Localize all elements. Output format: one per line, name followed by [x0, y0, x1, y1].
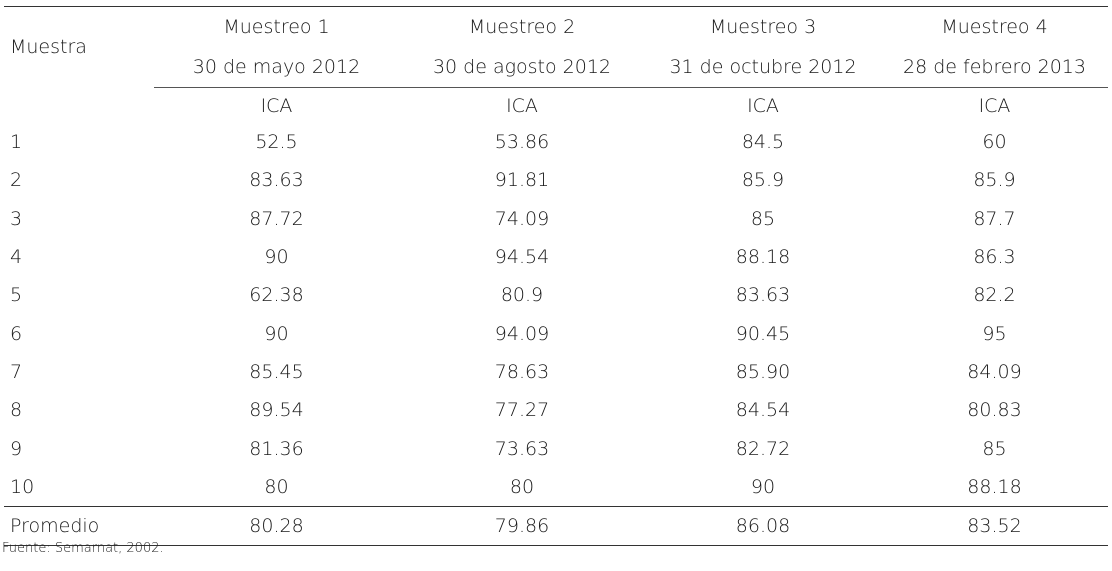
table-cell: 89.54: [249, 399, 304, 422]
table-cell: 84.54: [735, 399, 791, 422]
table-cell: 82.2: [973, 284, 1016, 307]
table-cell: 87.7: [973, 207, 1016, 230]
row-label: 10: [4, 468, 154, 507]
column-unit-3: ICA: [747, 94, 779, 117]
column-title-1: Muestreo 1: [154, 7, 399, 48]
table-row: [4, 161, 1108, 199]
ica-table: [4, 6, 1108, 546]
table-cell: 90: [264, 246, 289, 269]
average-cell: 86.08: [645, 506, 881, 545]
row-label: 9: [10, 437, 23, 460]
table-cell: 85: [982, 437, 1007, 460]
column-unit-2: ICA: [506, 94, 538, 117]
table-cell: 81.36: [249, 437, 304, 460]
table-cell: 82.72: [735, 437, 791, 460]
table-cell: 90: [645, 468, 881, 507]
table-cell: 84.5: [741, 131, 785, 154]
table-cell: 74.09: [494, 207, 550, 230]
table-cell: 84.09: [967, 360, 1022, 383]
table-cell: 80: [399, 468, 645, 507]
column-title-4: Muestreo 4: [881, 7, 1108, 48]
table-cell: 87.72: [249, 207, 304, 230]
table-cell: 88.18: [881, 468, 1108, 507]
column-date-1: 30 de mayo 2012: [154, 47, 399, 88]
table-row: [4, 429, 1108, 467]
row-label: 4: [10, 246, 23, 269]
unit-row-spacer: [4, 88, 154, 124]
table-cell: 90.45: [735, 322, 791, 345]
column-unit-1: ICA: [260, 94, 293, 117]
row-label: 3: [10, 207, 23, 230]
table-row: [4, 238, 1108, 276]
header-row-dates: [4, 47, 1108, 88]
table-row: [4, 468, 1108, 507]
header-row-titles: [4, 7, 1108, 48]
table-cell: 86.3: [973, 246, 1016, 269]
table-cell: 85.9: [973, 169, 1016, 192]
table-row: [4, 200, 1108, 238]
table-row: [4, 123, 1108, 161]
table-cell: 95: [982, 322, 1007, 345]
table-cell: 60: [982, 131, 1007, 154]
column-unit-4: ICA: [978, 94, 1011, 117]
table-cell: 90: [264, 322, 289, 345]
table-cell: 77.27: [494, 399, 550, 422]
table-cell: 80.83: [967, 399, 1022, 422]
table-cell: 91.81: [494, 169, 550, 192]
column-title-2: Muestreo 2: [399, 7, 645, 48]
table-cell: 83.63: [249, 169, 304, 192]
ica-table-container: [4, 6, 1108, 546]
table-cell: 62.38: [249, 284, 304, 307]
table-cell: 88.18: [735, 246, 791, 269]
table-cell: 94.09: [494, 322, 550, 345]
table-row: [4, 314, 1108, 352]
column-date-4: 28 de febrero 2013: [881, 47, 1108, 88]
column-title-3: Muestreo 3: [645, 7, 881, 48]
table-row: [4, 276, 1108, 314]
table-cell: 53.86: [494, 131, 550, 154]
table-cell: 80: [154, 468, 399, 507]
header-row-units: [4, 88, 1108, 124]
row-label: 8: [10, 399, 23, 422]
table-cell: 80.9: [500, 284, 544, 307]
table-cell: 78.63: [494, 360, 550, 383]
average-cell: 79.86: [399, 506, 645, 545]
table-cell: 85.90: [735, 360, 791, 383]
table-cell: 85.9: [741, 169, 785, 192]
table-row: [4, 353, 1108, 391]
average-label: Promedio: [4, 506, 154, 545]
table-cell: 85: [750, 207, 776, 230]
row-header-muestra: Muestra: [4, 7, 154, 88]
row-label: 5: [10, 284, 23, 307]
table-row: [4, 391, 1108, 429]
table-cell: 85.45: [249, 360, 304, 383]
row-label: 6: [10, 322, 23, 345]
row-label: 7: [10, 360, 23, 383]
table-cell: 94.54: [494, 246, 550, 269]
column-date-3: 31 de octubre 2012: [645, 47, 881, 88]
average-cell: 80.28: [154, 506, 399, 545]
row-label: 2: [10, 169, 23, 192]
table-cell: 73.63: [494, 437, 550, 460]
average-row: [4, 506, 1108, 545]
average-cell: 83.52: [881, 506, 1108, 545]
row-label: 1: [10, 131, 23, 154]
column-date-2: 30 de agosto 2012: [399, 47, 645, 88]
source-note: Fuente: Semarnat, 2002.: [2, 541, 164, 556]
table-cell: 83.63: [735, 284, 791, 307]
table-cell: 52.5: [255, 131, 298, 154]
